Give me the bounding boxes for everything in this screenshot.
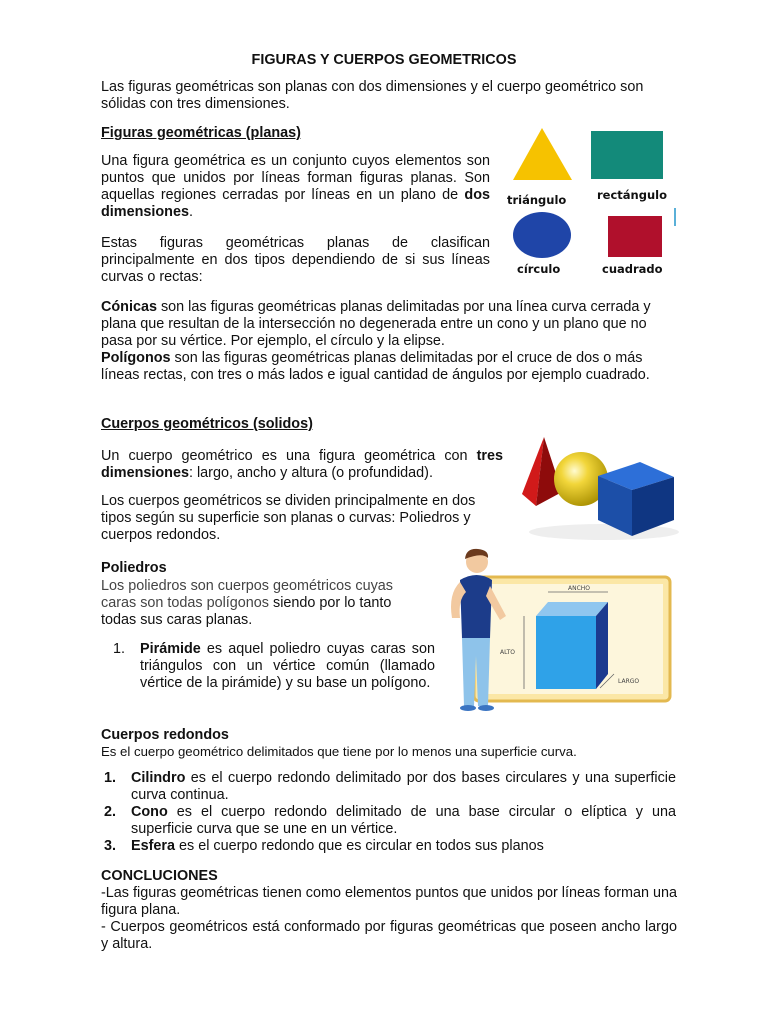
dimensions-illustration	[444, 546, 674, 714]
list-item	[104, 838, 676, 855]
poligonos-term: Polígonos	[101, 350, 171, 366]
list-term: Pirámide	[140, 641, 201, 657]
intro-paragraph: Las figuras geométricas son planas con dos dimensiones y el cuerpo geométrico son sólidas con tres dimensiones.	[101, 79, 644, 112]
solidos-paragraph-2: Los cuerpos geométricos se dividen principalmente en dos tipos según su superficie son planas o curvas: Poliedros y cuerpos redondos.	[101, 493, 476, 543]
list-number: 1.	[104, 770, 117, 786]
conicas-term: Cónicas	[101, 299, 157, 315]
section-heading-solidos: Cuerpos geométricos (solidos)	[101, 416, 313, 432]
label-ancho: ANCHO	[568, 585, 591, 592]
conclusion-line-2: - Cuerpos geométricos está conformado por figuras geométricas que poseen ancho largo y altura.	[101, 919, 677, 952]
plane-shapes-figure	[500, 118, 680, 283]
list-number: 1.	[113, 641, 126, 657]
list-item	[104, 804, 676, 838]
list-number: 3.	[104, 838, 117, 854]
poligonos-text: son las figuras geométricas planas delimitadas por el cruce de dos o más líneas rectas, con tres o más lados e igual cantidad de ángulos por ejemplo cuadrado.	[101, 350, 650, 383]
list-term: Cilindro	[131, 770, 186, 786]
label-circulo: círculo	[517, 262, 561, 276]
planas-paragraph-1	[101, 153, 490, 221]
label-alto: ALTO	[500, 649, 516, 656]
planas-paragraph-2: Estas figuras geométricas planas de clasifican principalmente en dos tipos dependiendo de si sus líneas curvas o rectas:	[101, 235, 490, 285]
section-heading-poliedros: Poliedros	[101, 560, 167, 576]
list-term: Esfera	[131, 838, 176, 854]
triangle-shape	[513, 128, 572, 180]
list-text: es el cuerpo redondo delimitado por dos bases circulares y una superficie curva continua.	[131, 770, 676, 803]
solidos-p1-bold: tres dimensiones	[101, 448, 503, 481]
square-shape	[608, 216, 662, 257]
list-text: es el cuerpo redondo que es circular en todos sus planos	[175, 838, 544, 854]
box-top	[536, 602, 608, 616]
boy-shoe-left	[460, 705, 476, 711]
list-item	[113, 641, 435, 692]
label-cuadrado: cuadrado	[602, 262, 663, 276]
label-largo: LARGO	[618, 678, 640, 685]
list-term: Cono	[131, 804, 168, 820]
box-front	[536, 616, 596, 689]
poliedros-text-link: Los poliedros son cuerpos geométricos cuyas caras son todas polígonos	[101, 578, 393, 611]
page-title: FIGURAS Y CUERPOS GEOMETRICOS	[251, 52, 517, 68]
section-heading-planas: Figuras geométricas (planas)	[101, 125, 301, 141]
planas-p1-text: Una figura geométrica es un conjunto cuyos elementos son puntos que unidos por líneas forman figuras planas. Son aquellas regiones cerradas por líneas en un plano de	[101, 153, 490, 203]
list-item	[104, 770, 676, 804]
solidos-p1-text: Un cuerpo geométrico es una figura geométrica con	[101, 448, 477, 464]
poliedros-list	[113, 641, 435, 692]
list-text: es el cuerpo redondo delimitado de una base circular o elíptica y una superficie curva que se une en un vértice.	[131, 804, 676, 837]
boy-shoe-right	[478, 705, 494, 711]
circle-shape	[513, 212, 571, 258]
poliedros-paragraph	[101, 578, 419, 629]
solidos-paragraph-1	[101, 448, 503, 482]
box-side	[596, 602, 608, 689]
planas-p1-end: .	[188, 204, 193, 220]
boy-shirt	[460, 575, 492, 638]
list-number: 2.	[104, 804, 117, 820]
conicas-text: son las figuras geométricas planas delimitadas por una línea curva cerrada y plana que resultan de la intersección no degenerada entre un cono y un plano que no pasa por su vértice. Por ejemplo, el círculo y la elipse.	[101, 299, 651, 349]
solid-shapes-figure	[514, 432, 682, 542]
list-text: es aquel poliedro cuyas caras son triángulos con un vértice común (llamado vértice de la pirámide) y su base un polígono.	[140, 641, 435, 691]
label-rectangulo: rectángulo	[597, 188, 667, 202]
label-triangulo: triángulo	[507, 193, 567, 207]
solidos-p1-end: : largo, ancho y altura (o profundidad).	[188, 465, 433, 481]
section-heading-redondos: Cuerpos redondos	[101, 727, 229, 743]
poliedros-text: siendo por lo tanto todas sus caras planas.	[101, 595, 392, 628]
rectangle-shape	[591, 131, 663, 179]
conicas-paragraph	[101, 299, 677, 350]
poligonos-paragraph	[101, 350, 677, 384]
planas-p1-bold: dos dimensiones	[101, 187, 490, 220]
section-heading-conclusiones: CONCLUCIONES	[101, 868, 218, 884]
redondos-list	[104, 770, 676, 855]
redondos-intro: Es el cuerpo geométrico delimitados que tiene por lo menos una superficie curva.	[101, 744, 577, 759]
conclusion-line-1: -Las figuras geométricas tienen como elementos puntos que unidos por líneas forman una figura plana.	[101, 885, 677, 918]
